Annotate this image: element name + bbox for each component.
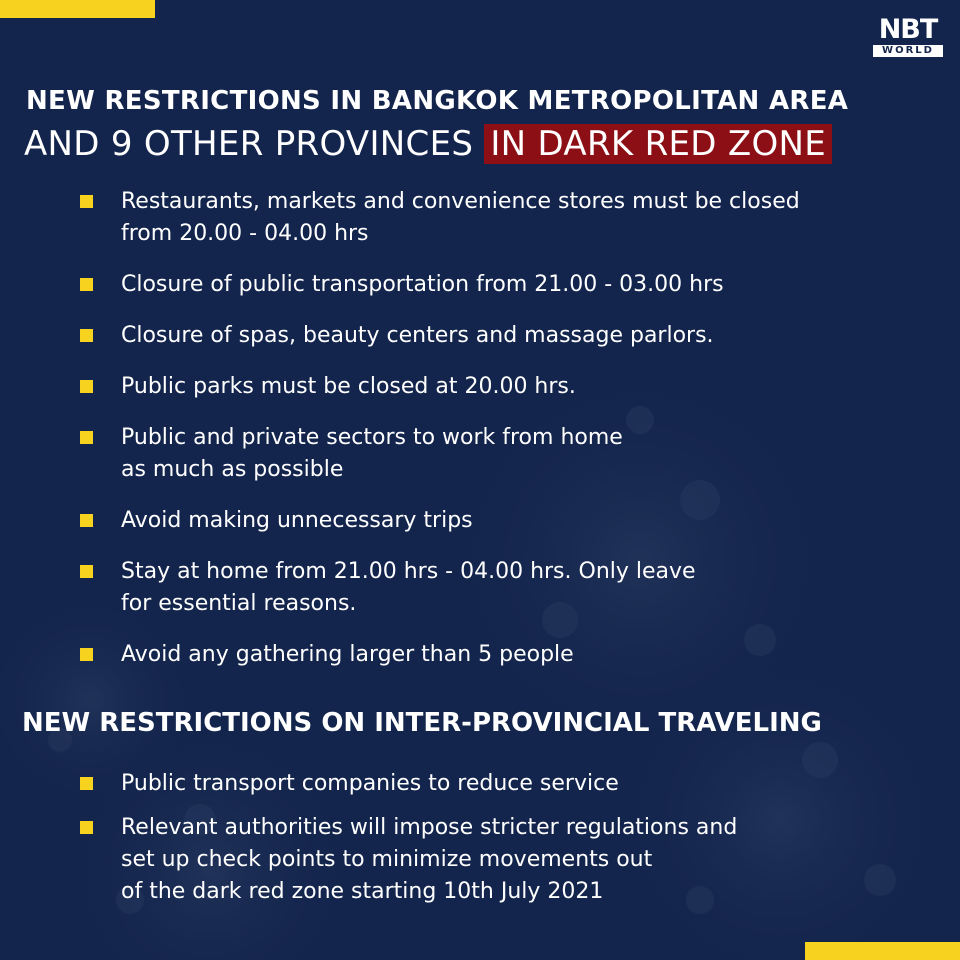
restriction-text: Relevant authorities will impose stricter regulations and set up check points to minimize movements out of the dark red zone starting 10th July 2021 — [121, 815, 738, 904]
restriction-item — [80, 505, 900, 537]
main-title-line2 — [24, 124, 832, 164]
restriction-text: Avoid making unnecessary trips — [121, 508, 473, 533]
main-title-line1: NEW RESTRICTIONS IN BANGKOK METROPOLITAN AREA — [26, 86, 849, 116]
restriction-item — [80, 639, 900, 671]
bullet-square-icon — [80, 514, 93, 527]
restriction-item — [80, 556, 900, 620]
logo-main-text: NBT — [878, 14, 938, 45]
top-accent-bar — [0, 0, 155, 18]
dark-red-zone-highlight: IN DARK RED ZONE — [484, 124, 832, 164]
bullet-square-icon — [80, 431, 93, 444]
restriction-text: Stay at home from 21.00 hrs - 04.00 hrs. Only leave for essential reasons. — [121, 559, 696, 616]
bullet-square-icon — [80, 648, 93, 661]
bullet-square-icon — [80, 380, 93, 393]
restriction-text: Public parks must be closed at 20.00 hrs. — [121, 374, 576, 399]
title-line2-prefix: AND 9 OTHER PROVINCES — [24, 124, 474, 164]
city-restrictions-list — [80, 186, 900, 690]
restriction-text: Avoid any gathering larger than 5 people — [121, 642, 574, 667]
restriction-text: Public and private sectors to work from home as much as possible — [121, 425, 623, 482]
nbt-world-logo — [872, 16, 944, 57]
bullet-square-icon — [80, 329, 93, 342]
restriction-text: Public transport companies to reduce service — [121, 771, 619, 796]
bullet-square-icon — [80, 278, 93, 291]
restriction-item — [80, 269, 900, 301]
bullet-square-icon — [80, 195, 93, 208]
bottom-accent-bar — [805, 942, 960, 960]
restriction-item — [80, 422, 900, 486]
bullet-square-icon — [80, 565, 93, 578]
restriction-item — [80, 320, 900, 352]
logo-sub-text: WORLD — [873, 45, 943, 57]
restriction-text: Closure of spas, beauty centers and massage parlors. — [121, 323, 714, 348]
restriction-item — [80, 768, 900, 800]
travel-restrictions-list — [80, 768, 900, 920]
bullet-square-icon — [80, 777, 93, 790]
inter-provincial-heading: NEW RESTRICTIONS ON INTER-PROVINCIAL TRAVELING — [22, 708, 822, 738]
restriction-item — [80, 812, 900, 908]
restriction-text: Restaurants, markets and convenience stores must be closed from 20.00 - 04.00 hrs — [121, 189, 800, 246]
restriction-item — [80, 186, 900, 250]
restriction-item — [80, 371, 900, 403]
bullet-square-icon — [80, 821, 93, 834]
restriction-text: Closure of public transportation from 21.00 - 03.00 hrs — [121, 272, 724, 297]
